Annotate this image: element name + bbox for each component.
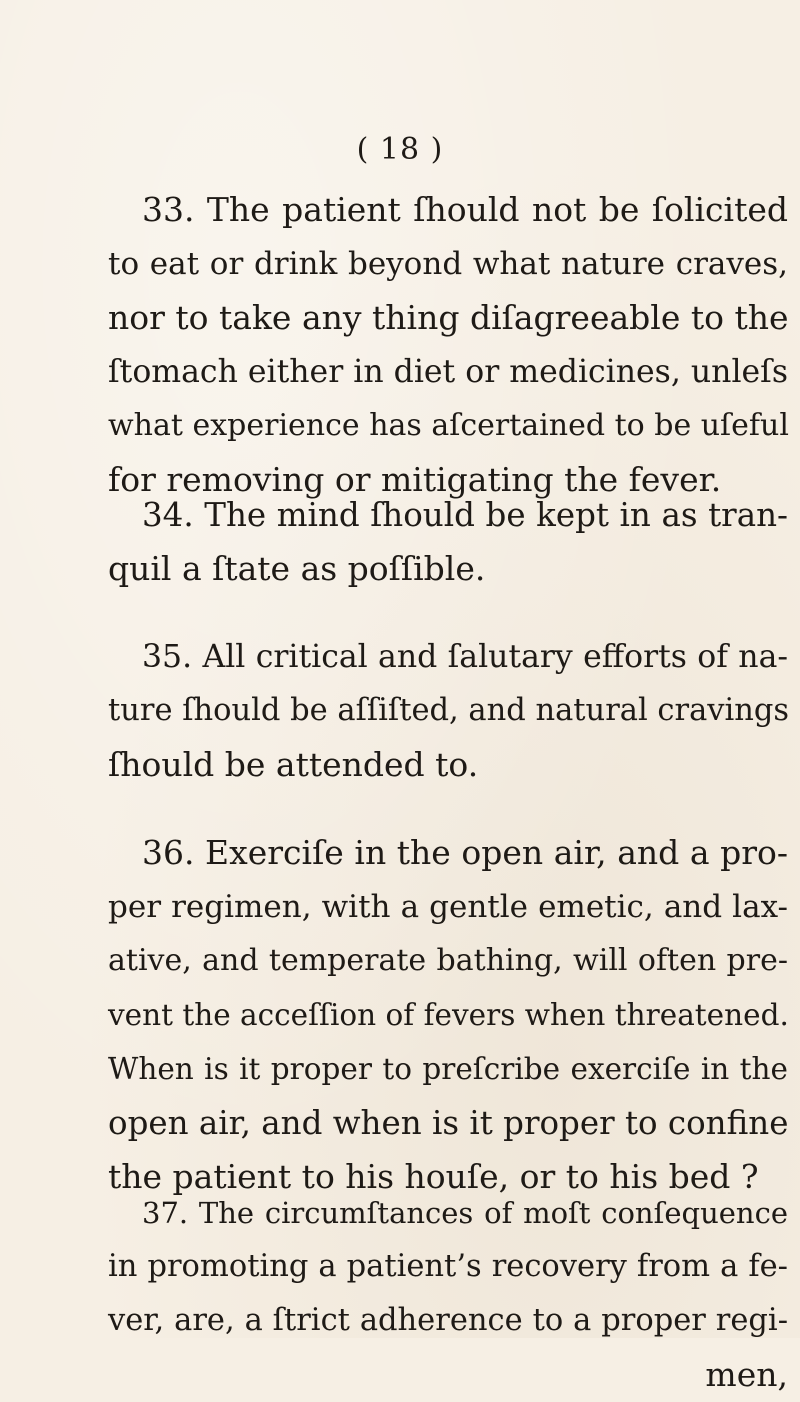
text-line: per regimen, with a gentle emetic, and lax- (108, 889, 788, 925)
text-line: the patient to his houſe, or to his bed ? (108, 1157, 759, 1196)
text-line: ture ſhould be aſſiſted, and natural cravings (108, 693, 790, 728)
text-line: for removing or mitigating the fever. (108, 460, 722, 499)
text-line: 35. All critical and ſalutary efforts of na- (142, 639, 788, 675)
text-line: to eat or drink beyond what nature craves, (108, 246, 788, 282)
text-line: 34. The mind ſhould be kept in as tran- (142, 496, 788, 534)
text-line: 37. The circumſtances of moſt conſequence (142, 1196, 788, 1230)
paragraph-36 (108, 826, 788, 1204)
text-line: ſtomach either in diet or medicines, unleſs (108, 354, 788, 390)
text-line: ſhould be attended to. (108, 745, 479, 784)
text-line: quil a ſtate as poſſible. (108, 549, 486, 588)
text-line: open air, and when is it proper to confine (108, 1104, 789, 1142)
paragraph-33 (108, 183, 788, 507)
text-line: 36. Exerciſe in the open air, and a pro- (142, 833, 788, 872)
paragraph-35 (108, 630, 788, 792)
text-line: ver, are, a ſtrict adherence to a proper regi- (108, 1303, 788, 1338)
text-line: When is it proper to preſcribe exerciſe in the (108, 1052, 788, 1086)
page-number: ( 18 ) (356, 132, 444, 167)
text-line: what experience has aſcertained to be uſeful (108, 408, 789, 443)
text-line: vent the acceſſion of fevers when threatened. (108, 998, 789, 1032)
paragraph-37 (108, 1186, 788, 1402)
text-line: in promoting a patient’s recovery from a fe- (108, 1249, 788, 1284)
text-line: ative, and temperate bathing, will often pre- (108, 943, 788, 978)
catchword: men, (705, 1355, 788, 1394)
text-line: nor to take any thing diſagreeable to the (108, 298, 789, 337)
paragraph-34 (108, 488, 788, 596)
text-line: 33. The patient ſhould not be ſolicited (142, 190, 788, 229)
